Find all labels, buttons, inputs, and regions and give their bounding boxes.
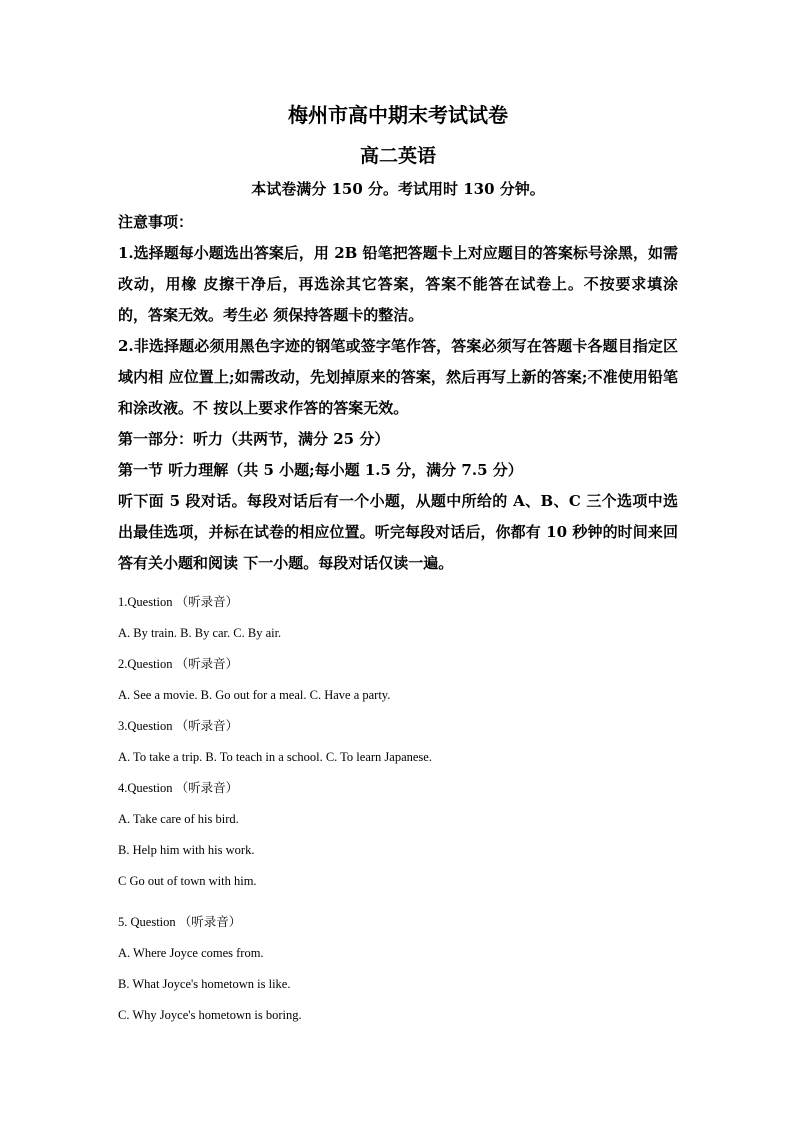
question-1-options: A. By train. B. By car. C. By air.	[118, 626, 282, 640]
listening-instructions: 听下面 5 段对话。每段对话后有一个小题，从题中所给的 A、B、C 三个选项中选出最佳选项，并标在试卷的相应位置。听完每段对话后，你都有 10 秒钟的时间来回答有关小题和阅读 下一小题。每段对话仅读一遍。	[118, 492, 678, 572]
question-4-option-a: A. Take care of his bird.	[118, 812, 239, 826]
score-line: 本试卷满分 150 分。考试用时 130 分钟。	[251, 180, 545, 198]
question-5-option-c: C. Why Joyce's hometown is boring.	[118, 1008, 302, 1022]
question-4-stem: 4.Question （听录音）	[118, 781, 239, 795]
part-1-heading: 第一部分：听力（共两节，满分 25 分）	[118, 430, 390, 448]
notice-item-1: 1.选择题每小题选出答案后，用 2B 铅笔把答题卡上对应题目的答案标号涂黑，如需改动，用橡 皮擦干净后，再选涂其它答案，答案不能答在试卷上。不按要求填涂的，答案无效。考生必 须保持答题卡的整洁。	[118, 244, 678, 324]
question-3-options: A. To take a trip. B. To teach in a school. C. To learn Japanese.	[118, 750, 432, 764]
exam-title: 梅州市高中期末考试试卷	[288, 103, 508, 127]
question-5-stem: 5. Question （听录音）	[118, 915, 242, 929]
section-1-heading: 第一节 听力理解（共 5 小题;每小题 1.5 分，满分 7.5 分）	[118, 461, 523, 479]
question-5-option-b: B. What Joyce's hometown is like.	[118, 977, 291, 991]
question-list	[118, 587, 678, 1031]
question-2-options: A. See a movie. B. Go out for a meal. C. Have a party.	[118, 688, 391, 702]
question-5-option-a: A. Where Joyce comes from.	[118, 946, 264, 960]
notice-heading: 注意事项：	[118, 213, 194, 231]
question-2-stem: 2.Question （听录音）	[118, 657, 239, 671]
exam-subject: 高二英语	[359, 145, 436, 167]
question-4-option-c: C Go out of town with him.	[118, 874, 257, 888]
exam-page	[118, 100, 678, 1031]
notice-item-2: 2.非选择题必须用黑色字迹的钢笔或签字笔作答，答案必须写在答题卡各题目指定区域内相 应位置上;如需改动，先划掉原来的答案，然后再写上新的答案;不准使用铅笔和涂改液。不 按以上要求作答的答案无效。	[118, 337, 678, 417]
question-3-stem: 3.Question （听录音）	[118, 719, 239, 733]
question-1-stem: 1.Question （听录音）	[118, 595, 239, 609]
question-4-option-b: B. Help him with his work.	[118, 843, 255, 857]
